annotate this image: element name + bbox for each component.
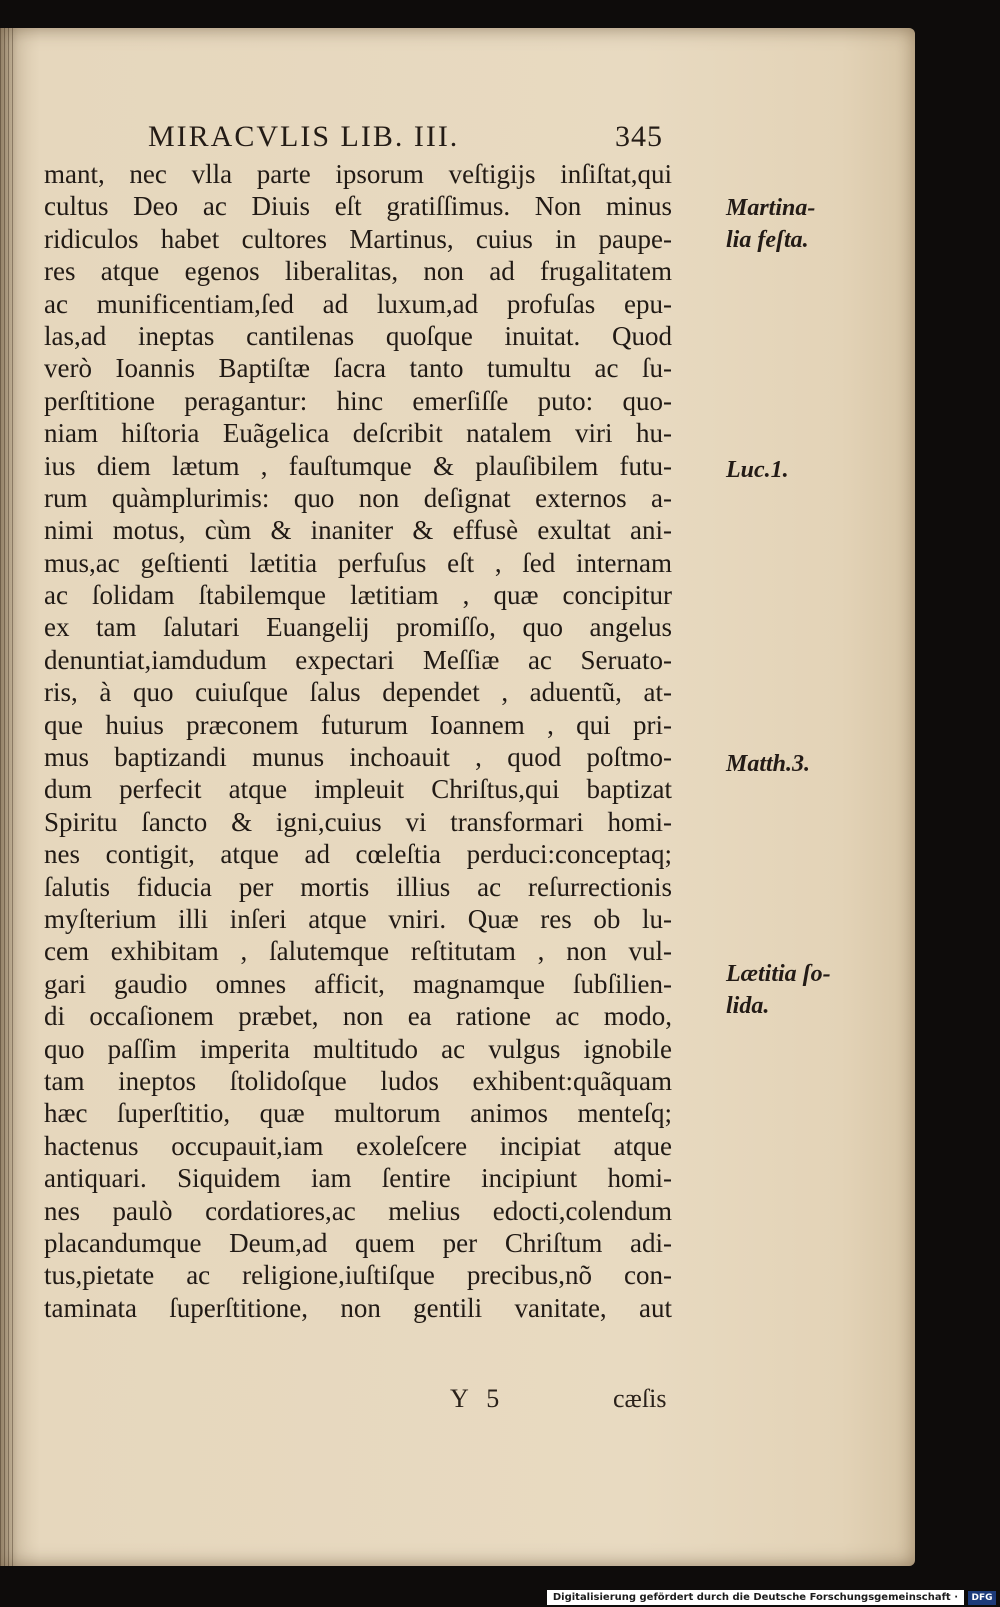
signature-mark: Y 5 [450,1384,506,1413]
text-line: las,ad ineptas cantilenas quoſque inuitat. Quod [44,320,672,351]
text-line: hactenus occupauit,iam exoleſcere incipiat atque [44,1130,672,1161]
dfg-logo: DFG [968,1591,996,1605]
text-line: verò Ioannis Baptiſtæ ſacra tanto tumultu ac ſu- [44,353,672,384]
text-line: dum perfecit atque impleuit Chriſtus,qui baptizat [44,774,672,805]
text-line: placandumque Deum,ad quem per Chriſtum adi- [44,1227,672,1258]
text-line: mant, nec vlla parte ipsorum veſtigijs inſiſtat,qui [44,159,672,189]
text-line: rum quàmplurimis: quo non deſignat externos a- [44,482,672,513]
text-line: ridiculos habet cultores Martinus, cuius in paupe- [44,223,672,254]
text-line: denuntiat,iamdudum expectari Meſſiæ ac Seruato- [44,644,672,675]
text-line: mus baptizandi munus inchoauit , quod poſtmo- [44,742,672,773]
text-line: tam ineptos ſtolidoſque ludos exhibent:quãquam [44,1065,672,1096]
margin-note-martinalia: Martina- [726,195,816,221]
text-line: nes contigit, atque ad cœleſtia perduci:conceptaq; [44,839,672,870]
margin-note-laetitia: Lætitia ſo- [726,961,831,987]
margin-note-martinalia-cont: lia feſta. [726,227,809,253]
catchword: cæſis [613,1384,667,1413]
marginalia [726,158,866,1558]
text-line: ris, à quo cuiuſque ſalus dependet , aduentũ, at- [44,677,672,708]
text-line: mus,ac geſtienti lætitia perfuſus eſt , ſed internam [44,547,672,578]
text-line: antiquari. Siquidem iam ſentire incipiunt homi- [44,1163,672,1194]
text-line: ius diem lætum , fauſtumque & plauſibilem futu- [44,450,672,481]
text-line: niam hiſtoria Euãgelica deſcribit natalem viri hu- [44,418,672,449]
text-line: nes paulò cordatiores,ac melius edocti,colendum [44,1195,672,1226]
text-line: ſalutis fiducia per mortis illius ac reſurrectionis [44,871,672,902]
text-line: tus,pietate ac religione,iuſtiſque precibus,nõ con- [44,1260,672,1291]
page-number: 345 [615,120,663,153]
text-line: ac ſolidam ſtabilemque lætitiam , quæ concipitur [44,580,672,611]
text-line: cultus Deo ac Diuis eſt gratiſſimus. Non minus [44,191,672,222]
text-line: di occaſionem præbet, non ea ratione ac modo, [44,1001,672,1032]
text-line: perſtitione peragantur: hinc emerſiſſe puto: quo- [44,385,672,416]
margin-note-luc: Luc.1. [726,457,789,483]
margin-note-laetitia-cont: lida. [726,993,770,1019]
text-line: res atque egenos liberalitas, non ad frugalitatem [44,256,672,287]
running-head-title: MIRACVLIS LIB. III. [148,120,460,153]
text-line: que huius præconem futurum Ioannem , qui pri- [44,709,672,740]
digitization-credit: Digitalisierung gefördert durch die Deutsche Forschungsgemeinschaft · [547,1590,964,1605]
text-line: hæc ſuperſtitio, quæ multorum animos menteſq; [44,1098,672,1129]
text-line: Spiritu ſancto & igni,cuius vi transformari homi- [44,806,672,837]
text-line: ac munificentiam,ſed ad luxum,ad profuſas epu- [44,288,672,319]
text-line: quo paſſim imperita multitudo ac vulgus ignobile [44,1033,672,1064]
text-line: myſterium illi inſeri atque vniri. Quæ res ob lu- [44,903,672,934]
body-text [44,158,831,1324]
text-line: nimi motus, cùm & inaniter & effusè exultat ani- [44,515,672,546]
running-head [148,120,668,160]
text-line: taminata ſuperſtitione, non gentili vanitate, aut [44,1292,672,1323]
text-line: gari gaudio omnes afficit, magnamque ſubſilien- [44,968,672,999]
text-line: cem exhibitam , ſalutemque reſtitutam , non vul- [44,936,672,967]
book-page [0,28,915,1566]
margin-note-matth: Matth.3. [726,751,811,777]
text-line: ex tam ſalutari Euangelij promiſſo, quo angelus [44,612,672,643]
